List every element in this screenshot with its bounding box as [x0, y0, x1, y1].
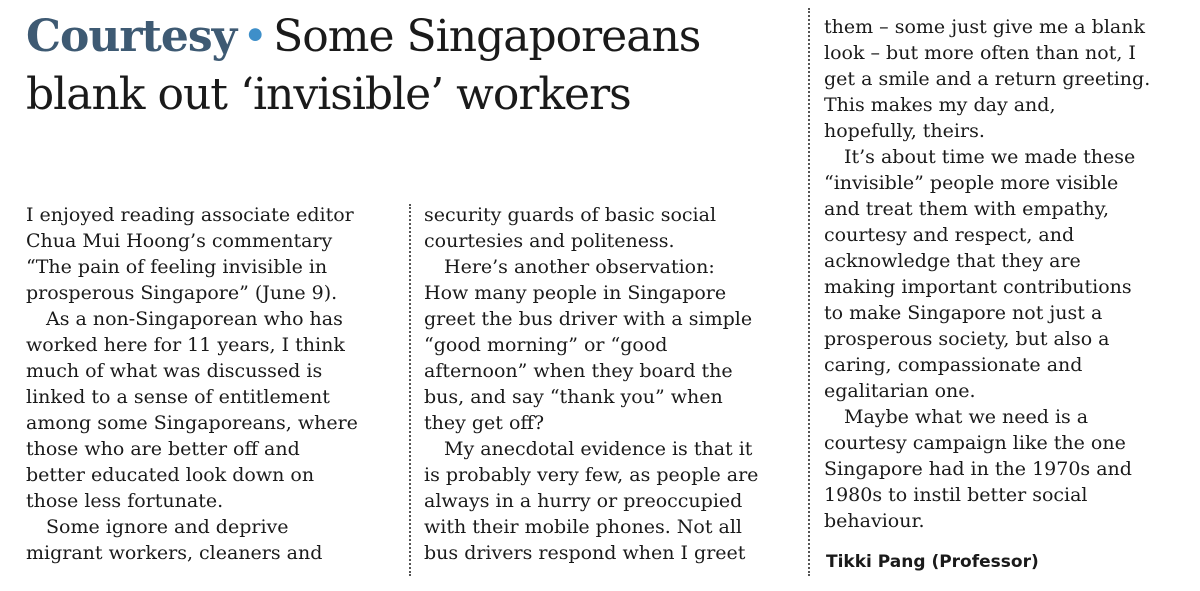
article-line: they get off? — [424, 412, 545, 434]
headline-kicker: Courtesy — [26, 11, 237, 62]
article-line: with their mobile phones. Not all — [424, 516, 742, 538]
article-line: caring, compassionate and — [824, 354, 1083, 376]
article-line: those less fortunate. — [26, 490, 224, 512]
article-line: behaviour. — [824, 510, 925, 532]
article-line: security guards of basic social — [424, 204, 717, 226]
article-line: worked here for 11 years, I think — [26, 334, 345, 356]
article-line: those who are better off and — [26, 438, 300, 460]
article-line: get a smile and a return greeting. — [824, 68, 1151, 90]
article-line: courtesy and respect, and — [824, 224, 1075, 246]
headline-title-line2: blank out ‘invisible’ workers — [26, 69, 631, 120]
article-line: hopefully, theirs. — [824, 120, 985, 142]
article-line: prosperous society, but also a — [824, 328, 1110, 350]
article-line: I enjoyed reading associate editor — [26, 204, 354, 226]
byline: Tikki Pang (Professor) — [826, 552, 1039, 572]
article-line: Some ignore and deprive — [46, 516, 289, 538]
article-line: afternoon” when they board the — [424, 360, 733, 382]
headline-title-line1: Some Singaporeans — [273, 11, 701, 62]
article-line: acknowledge that they are — [824, 250, 1081, 272]
article-column-1 — [26, 202, 396, 566]
article-line: bus, and say “thank you” when — [424, 386, 723, 408]
article-line: better educated look down on — [26, 464, 315, 486]
article-line: much of what was discussed is — [26, 360, 323, 382]
article-line: to make Singapore not just a — [824, 302, 1103, 324]
headline — [26, 8, 786, 124]
article-line: migrant workers, cleaners and — [26, 542, 323, 564]
article-line: It’s about time we made these — [844, 146, 1136, 168]
article-line: greet the bus driver with a simple — [424, 308, 753, 330]
article-line: Maybe what we need is a — [844, 406, 1089, 428]
article-line: How many people in Singapore — [424, 282, 727, 304]
article-line: 1980s to instil better social — [824, 484, 1088, 506]
article-line: “invisible” people more visible — [824, 172, 1119, 194]
article-line: My anecdotal evidence is that it — [444, 438, 753, 460]
article-line: is probably very few, as people are — [424, 464, 759, 486]
article-line: them – some just give me a blank — [824, 16, 1145, 38]
article-line: courtesies and politeness. — [424, 230, 675, 252]
article-line: among some Singaporeans, where — [26, 412, 358, 434]
article-line: bus drivers respond when I greet — [424, 542, 746, 564]
article-line: look – but more often than not, I — [824, 42, 1136, 64]
article-line: Here’s another observation: — [444, 256, 715, 278]
bullet-separator: • — [242, 11, 268, 62]
article-line: egalitarian one. — [824, 380, 976, 402]
article-line: This makes my day and, — [824, 94, 1056, 116]
article-line: Chua Mui Hoong’s commentary — [26, 230, 333, 252]
article-column-3 — [824, 14, 1194, 534]
article-line: making important contributions — [824, 276, 1132, 298]
article-column-2 — [424, 202, 794, 566]
article-line: prosperous Singapore” (June 9). — [26, 282, 338, 304]
column-divider-2 — [808, 8, 810, 576]
article-line: linked to a sense of entitlement — [26, 386, 330, 408]
article-line: “good morning” or “good — [424, 334, 668, 356]
column-divider-1 — [409, 204, 411, 576]
article-line: courtesy campaign like the one — [824, 432, 1126, 454]
article-line: As a non-Singaporean who has — [46, 308, 343, 330]
article-line: always in a hurry or preoccupied — [424, 490, 743, 512]
article-line: and treat them with empathy, — [824, 198, 1110, 220]
article-line: Singapore had in the 1970s and — [824, 458, 1132, 480]
article-line: “The pain of feeling invisible in — [26, 256, 328, 278]
